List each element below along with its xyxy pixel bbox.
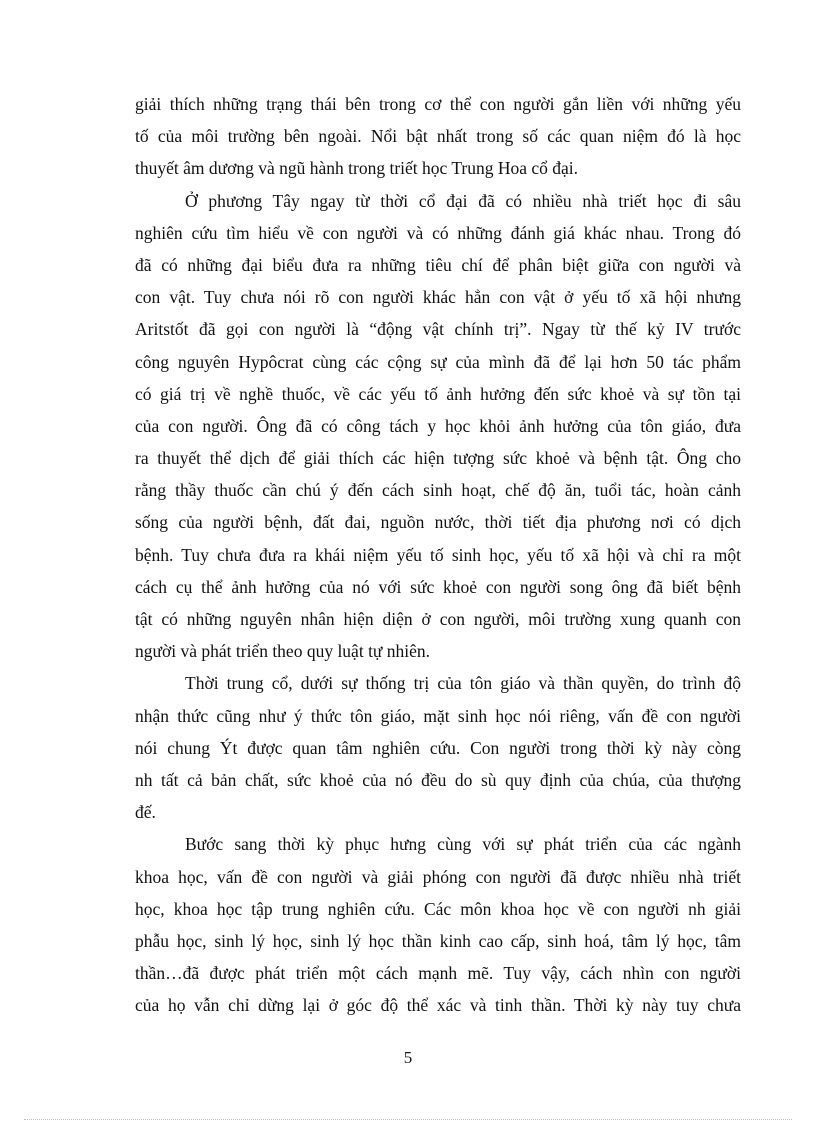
text-line: cách cụ thể ảnh hưởng của nó với sức khoẻ con người song ông đã biết bệnh bbox=[135, 576, 741, 597]
text-line: nh tất cả bản chất, sức khoẻ của nó đều do sù quy định của chúa, của thượng bbox=[135, 769, 741, 790]
text-line: giải thích những trạng thái bên trong cơ thể con người gắn liền với những yếu bbox=[135, 94, 741, 114]
text-line: phẫu học, sinh lý học, sinh lý học thần kinh cao cấp, sinh hoá, tâm lý học, tâm bbox=[135, 930, 741, 951]
text-line: đã có những đại biểu đưa ra những tiêu chí để phân biệt giữa con người và bbox=[135, 254, 741, 275]
text-line: bệnh. Tuy chưa đưa ra khái niệm yếu tố sinh học, yếu tố xã hội và chỉ ra một bbox=[135, 544, 741, 565]
text-line: tật có những nguyên nhân hiện diện ở con người, môi trường xung quanh con bbox=[135, 609, 741, 629]
text-line: người và phát triển theo quy luật tự nhiên. bbox=[135, 641, 431, 662]
text-line: Bước sang thời kỳ phục hưng cùng với sự phát triển của các ngành bbox=[185, 834, 741, 855]
page-number: 5 bbox=[403, 1048, 413, 1067]
text-line: ra thuyết thể dịch để giải thích các hiện tượng sức khoẻ và bệnh tật. Ông cho bbox=[135, 448, 741, 469]
text-line: nói chung Ýt được quan tâm nghiên cứu. Con người trong thời kỳ này còng bbox=[135, 737, 741, 758]
text-line: thần…đã được phát triển một cách mạnh mẽ. Tuy vậy, cách nhìn con người bbox=[135, 963, 741, 984]
text-line: thuyết âm dương và ngũ hành trong triết học Trung Hoa cổ đại. bbox=[135, 158, 579, 179]
text-line: có giá trị về nghề thuốc, về các yếu tố ảnh hưởng đến sức khoẻ và sự tồn tại bbox=[135, 383, 741, 404]
text-line: Ở phương Tây ngay từ thời cổ đại đã có nhiều nhà triết học đi sâu bbox=[185, 190, 741, 211]
text-line: của con người. Ông đã có công tách y học khỏi ảnh hưởng của tôn giáo, đưa bbox=[135, 415, 741, 436]
text-line: sống của người bệnh, đất đai, nguồn nước, thời tiết địa phương nơi có dịch bbox=[135, 512, 741, 533]
text-line: nhận thức cũng như ý thức tôn giáo, mặt sinh học nói riêng, vấn đề con người bbox=[135, 705, 741, 726]
text-line: tố của môi trường bên ngoài. Nổi bật nhất trong số các quan niệm đó là học bbox=[135, 126, 741, 147]
text-line: rằng thầy thuốc cần chú ý đến cách sinh hoạt, chế độ ăn, tuổi tác, hoàn cảnh bbox=[135, 480, 741, 501]
text-line: của họ vẫn chỉ dừng lại ở góc độ thể xác và tinh thần. Thời kỳ này tuy chưa bbox=[135, 995, 741, 1016]
body-text bbox=[135, 88, 741, 1021]
text-line: nghiên cứu tìm hiểu về con người và có những đánh giá khác nhau. Trong đó bbox=[135, 222, 741, 243]
text-line: công nguyên Hypôcrat cùng các cộng sự của mình đã để lại hơn 50 tác phẩm bbox=[135, 351, 741, 372]
text-line: con vật. Tuy chưa nói rõ con người khác hẳn con vật ở yếu tố xã hội nhưng bbox=[135, 287, 741, 308]
text-line: Aritstốt đã gọi con người là “động vật chính trị”. Ngay từ thế kỷ IV trước bbox=[135, 319, 741, 340]
text-line: Thời trung cổ, dưới sự thống trị của tôn giáo và thần quyền, do trình độ bbox=[185, 673, 741, 694]
text-line: học, khoa học tập trung nghiên cứu. Các môn khoa học về con người nh giải bbox=[135, 898, 741, 919]
text-line: khoa học, vấn đề con người và giải phóng con người đã được nhiều nhà triết bbox=[135, 866, 741, 887]
text-line: đế. bbox=[135, 802, 156, 823]
page-break-divider bbox=[24, 1119, 792, 1120]
